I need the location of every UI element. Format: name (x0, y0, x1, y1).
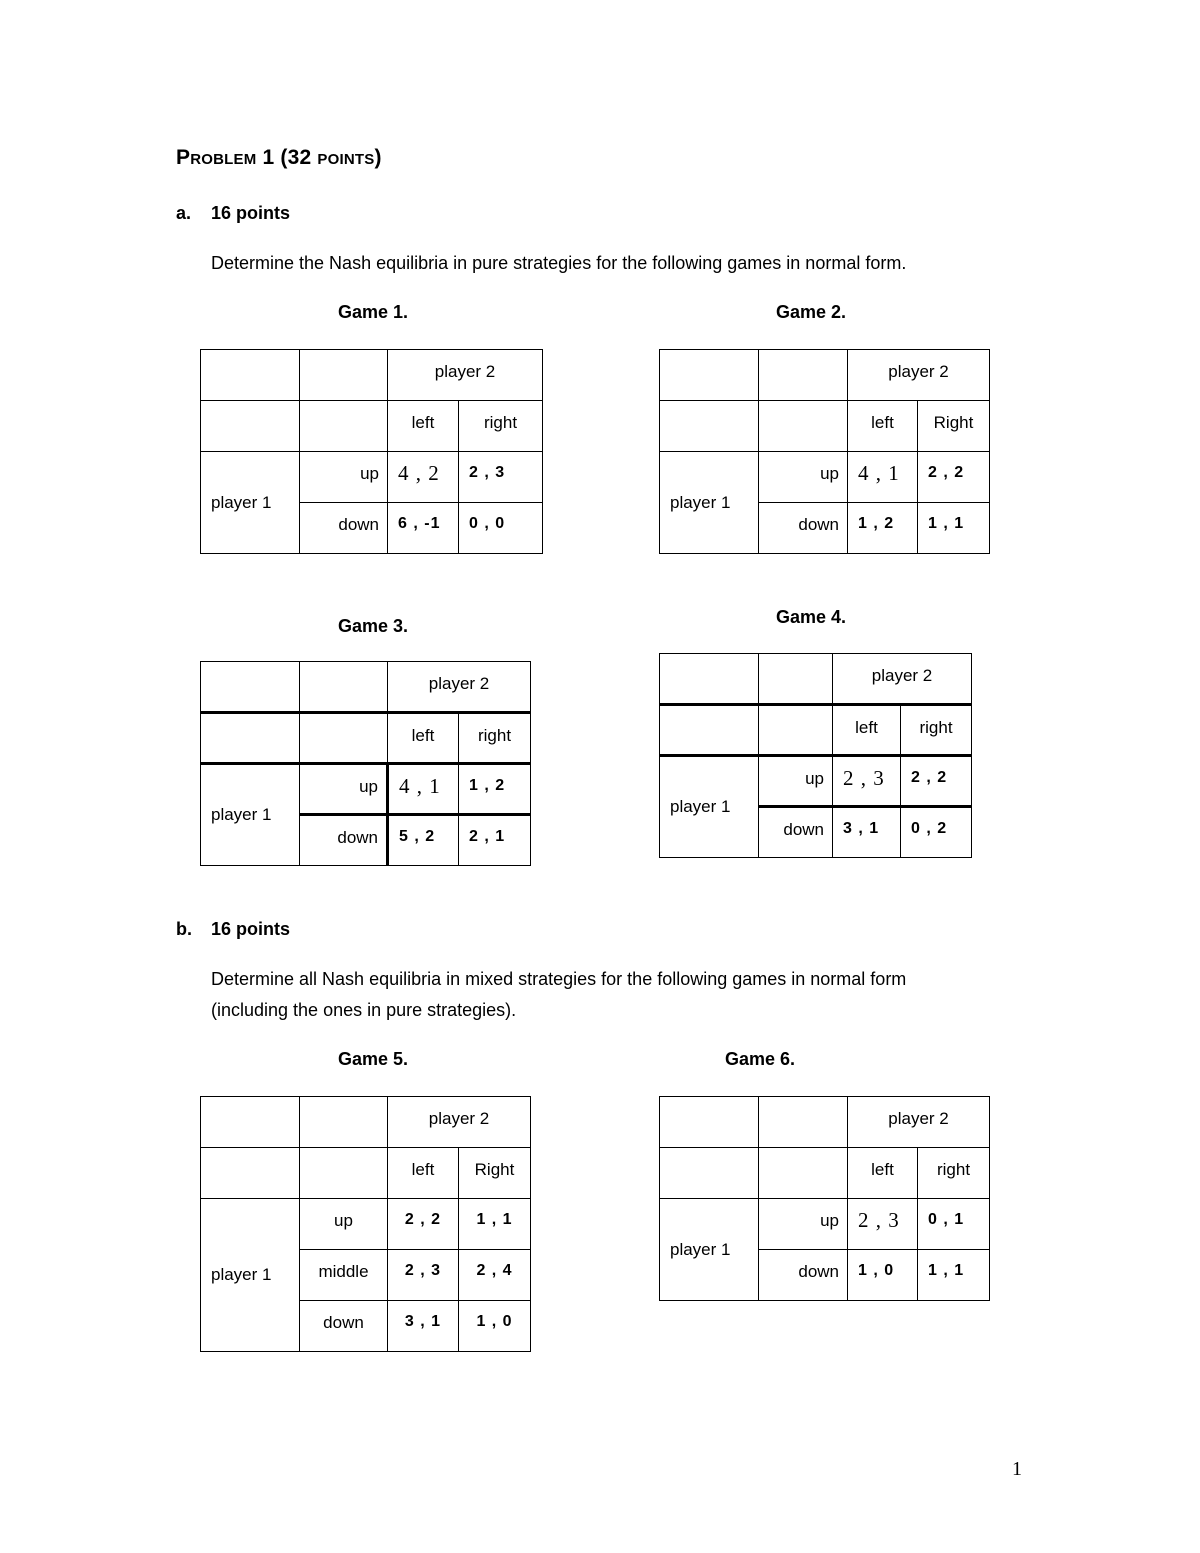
game-5-title: Game 5. (338, 1049, 409, 1069)
payoff-cell: 4 , 2 (388, 452, 459, 503)
col-right-label: right (459, 401, 543, 452)
payoff-cell: 4 , 1 (388, 764, 459, 815)
row-label: up (759, 1199, 848, 1250)
game-1-table (200, 349, 543, 554)
row-label: up (300, 452, 388, 503)
payoff-cell: 1 , 0 (459, 1301, 531, 1352)
player-2-label: player 2 (848, 1097, 990, 1148)
payoff-cell: 1 , 1 (918, 503, 990, 554)
col-right-label: Right (459, 1148, 531, 1199)
player-1-label: player 1 (201, 452, 300, 554)
heading-close-paren: ) (374, 146, 382, 169)
problem-heading (176, 146, 382, 170)
page-number: 1 (1012, 1458, 1022, 1480)
row-label: up (300, 1199, 388, 1250)
payoff-cell: 0 , 0 (459, 503, 543, 554)
payoff-cell: 2 , 2 (918, 452, 990, 503)
game-6-table (659, 1096, 990, 1301)
game-4-table (659, 653, 972, 858)
game-2-title: Game 2. (776, 302, 847, 322)
player-1-label: player 1 (660, 756, 759, 858)
payoff-cell: 0 , 1 (918, 1199, 990, 1250)
row-label: middle (300, 1250, 388, 1301)
player-2-label: player 2 (388, 662, 531, 713)
payoff-cell: 3 , 1 (833, 807, 901, 858)
part-b-label: b. (176, 919, 192, 939)
player-1-label: player 1 (201, 1199, 300, 1352)
payoff-cell: 2 , 3 (459, 452, 543, 503)
col-left-label: left (848, 1148, 918, 1199)
row-label: up (300, 764, 388, 815)
heading-points-word: POINTS (317, 151, 375, 168)
col-right-label: right (459, 713, 531, 764)
player-1-label: player 1 (201, 764, 300, 866)
player-2-label: player 2 (388, 1097, 531, 1148)
payoff-cell: 0 , 2 (901, 807, 972, 858)
game-4-title: Game 4. (776, 607, 847, 627)
payoff-cell: 2 , 4 (459, 1250, 531, 1301)
payoff-cell: 2 , 1 (459, 815, 531, 866)
part-b-points: 16 points (211, 919, 291, 939)
col-left-label: left (848, 401, 918, 452)
payoff-cell: 4 , 1 (848, 452, 918, 503)
game-2-table (659, 349, 990, 554)
heading-initial: P (176, 146, 191, 169)
game-5-table (200, 1096, 531, 1352)
payoff-cell: 2 , 3 (848, 1199, 918, 1250)
col-right-label: Right (918, 401, 990, 452)
game-3-table (200, 661, 531, 866)
col-left-label: left (388, 1148, 459, 1199)
row-label: down (759, 503, 848, 554)
player-1-label: player 1 (660, 452, 759, 554)
payoff-cell: 6 , -1 (388, 503, 459, 554)
game-6-title: Game 6. (725, 1049, 796, 1069)
payoff-cell: 1 , 2 (459, 764, 531, 815)
row-label: down (759, 807, 833, 858)
payoff-cell: 5 , 2 (388, 815, 459, 866)
payoff-cell: 1 , 1 (918, 1250, 990, 1301)
col-right-label: right (918, 1148, 990, 1199)
payoff-cell: 1 , 2 (848, 503, 918, 554)
payoff-cell: 1 , 0 (848, 1250, 918, 1301)
heading-smallcaps: ROBLEM (190, 151, 257, 168)
payoff-cell: 2 , 2 (901, 756, 972, 807)
part-a-points: 16 points (211, 203, 291, 223)
part-a-instruction: Determine the Nash equilibria in pure strategies for the following games in normal form. (211, 253, 907, 273)
row-label: down (300, 815, 388, 866)
payoff-cell: 1 , 1 (459, 1199, 531, 1250)
heading-number: 1 (32 (262, 146, 312, 169)
game-1-title: Game 1. (338, 302, 409, 322)
payoff-cell: 3 , 1 (388, 1301, 459, 1352)
payoff-cell: 2 , 2 (388, 1199, 459, 1250)
row-label: down (759, 1250, 848, 1301)
row-label: down (300, 1301, 388, 1352)
player-1-label: player 1 (660, 1199, 759, 1301)
part-b-instruction-line2: (including the ones in pure strategies). (211, 1000, 517, 1020)
col-left-label: left (388, 713, 459, 764)
game-3-title: Game 3. (338, 616, 409, 636)
payoff-cell: 2 , 3 (388, 1250, 459, 1301)
payoff-cell: 2 , 3 (833, 756, 901, 807)
col-left-label: left (388, 401, 459, 452)
row-label: up (759, 756, 833, 807)
player-2-label: player 2 (388, 350, 543, 401)
part-a-label: a. (176, 203, 192, 223)
player-2-label: player 2 (833, 654, 972, 705)
player-2-label: player 2 (848, 350, 990, 401)
row-label: up (759, 452, 848, 503)
part-b-instruction-line1: Determine all Nash equilibria in mixed strategies for the following games in normal form (211, 969, 907, 989)
col-right-label: right (901, 705, 972, 756)
col-left-label: left (833, 705, 901, 756)
row-label: down (300, 503, 388, 554)
